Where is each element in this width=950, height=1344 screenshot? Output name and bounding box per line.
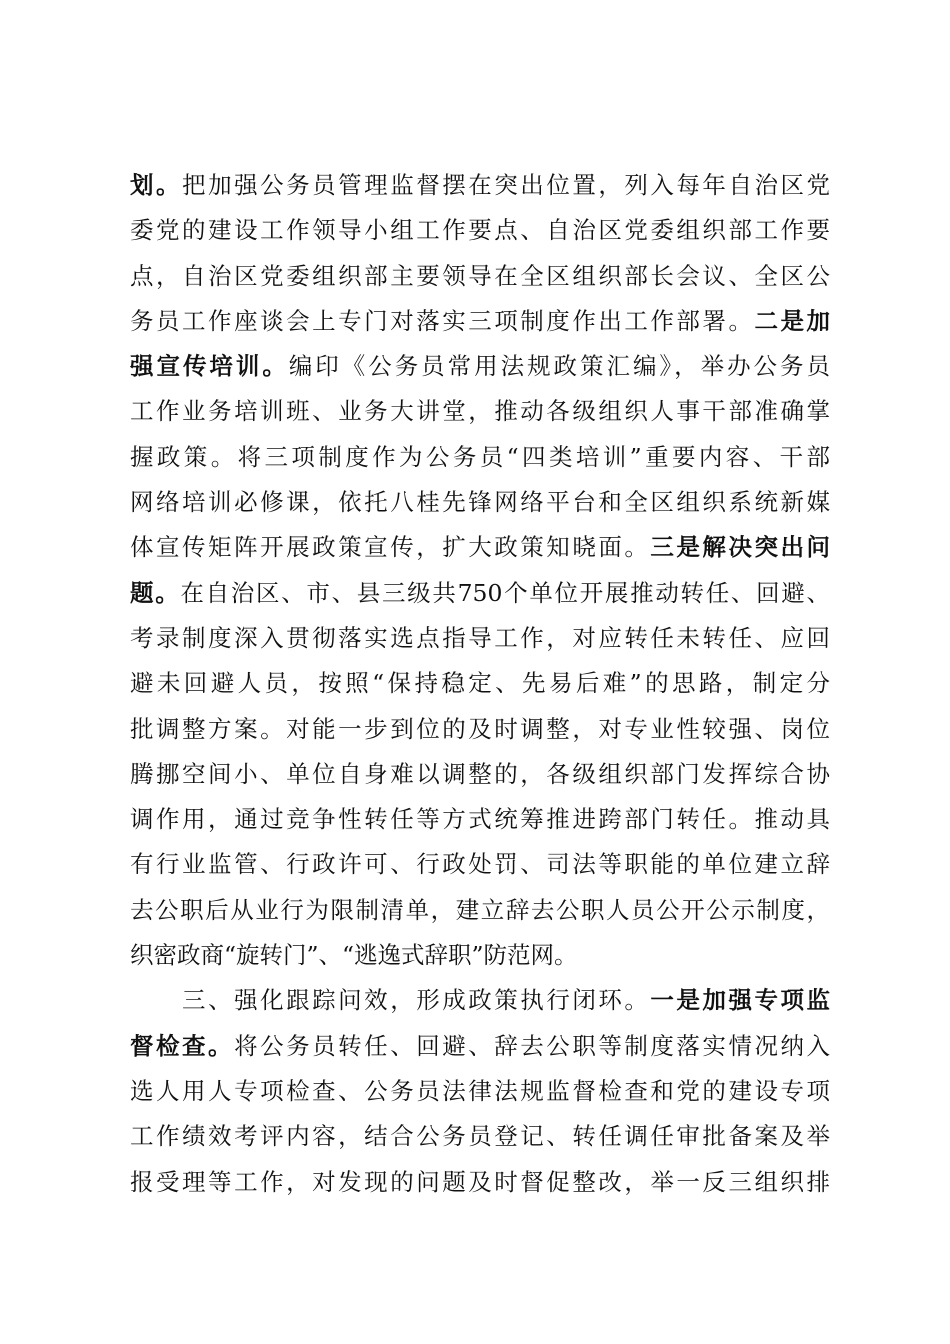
text-line: [130, 344, 830, 389]
text-line: [130, 888, 830, 933]
body-text: 避未回避人员，按照“保持稳定、先易后难”的思路，制定分: [130, 669, 830, 698]
bold-lead-text: 划。: [130, 171, 183, 199]
text-line: [130, 842, 830, 887]
paragraph-indent: [130, 986, 182, 1014]
body-text: 将公务员转任、回避、辞去公职等制度落实情况纳入: [234, 1031, 831, 1060]
body-text: 去公职后从业行为限制清单，建立辞去公职人员公开公示制度，: [130, 895, 830, 924]
body-text: 在自治区、市、县三级共750个单位开展推动转任、回避、: [180, 578, 831, 607]
body-text: 工作绩效考评内容，结合公务员登记、转任调任审批备案及举: [130, 1122, 830, 1151]
body-text: 织密政商“旋转门”、“逃逸式辞职”防范网。: [130, 941, 578, 970]
text-line: [130, 661, 830, 706]
bold-lead-text: 题。: [130, 578, 181, 607]
body-text: 网络培训必修课，依托八桂先锋网络平台和全区组织系统新媒: [130, 488, 830, 517]
body-text: 务员工作座谈会上专门对落实三项制度作出工作部署。: [130, 306, 755, 335]
text-line: [130, 208, 830, 253]
text-line: [130, 299, 830, 344]
text-line: [130, 389, 830, 434]
body-text: 考录制度深入贯彻落实选点指导工作，对应转任未转任、应回: [130, 623, 830, 652]
body-text: 选人用人专项检查、公务员法律法规监督检查和党的建设专项: [130, 1076, 830, 1105]
body-text: 报受理等工作，对发现的问题及时督促整改，举一反三组织排: [130, 1167, 830, 1196]
text-line: [130, 752, 830, 797]
body-text: 编印《公务员常用法规政策汇编》，举办公务员: [288, 352, 831, 381]
text-line: [130, 978, 830, 1023]
text-line: [130, 1069, 830, 1114]
body-text: 批调整方案。对能一步到位的及时调整，对专业性较强、岗位: [130, 714, 830, 743]
body-text: 有行业监管、行政许可、行政处罚、司法等职能的单位建立辞: [130, 850, 830, 879]
body-text: 点，自治区党委组织部主要领导在全区组织部长会议、全区公: [130, 261, 830, 290]
body-text: 腾挪空间小、单位自身难以调整的，各级组织部门发挥综合协: [130, 759, 830, 788]
text-line: [130, 254, 830, 299]
bold-lead-text: 督检查。: [130, 1031, 235, 1060]
text-line: [130, 707, 830, 752]
text-line: [130, 1024, 830, 1069]
body-text: 委党的建设工作领导小组工作要点、自治区党委组织部工作要: [130, 216, 830, 245]
text-line: [130, 1160, 830, 1205]
bold-heading-text: 一是加强专项监: [650, 986, 831, 1015]
bold-lead-text: 强宣传培训。: [130, 352, 289, 381]
text-line: [130, 933, 830, 978]
text-line: [130, 435, 830, 480]
document-body: [130, 163, 830, 1205]
body-text: 体宣传矩阵开展政策宣传，扩大政策知晓面。: [130, 533, 651, 562]
bold-heading-text: 三是解决突出问: [650, 533, 831, 562]
text-line: [130, 1114, 830, 1159]
text-line: [130, 616, 830, 661]
body-text: 工作业务培训班、业务大讲堂，推动各级组织人事干部准确掌: [130, 397, 830, 426]
body-text: 把加强公务员管理监督摆在突出位置，列入每年自治区党: [182, 171, 831, 199]
text-line: [130, 163, 830, 208]
bold-heading-text: 二是加: [754, 306, 831, 335]
text-line: [130, 480, 830, 525]
body-text: 三、强化跟踪问效，形成政策执行闭环。: [182, 986, 651, 1015]
text-line: [130, 525, 830, 570]
text-line: [130, 797, 830, 842]
text-line: [130, 571, 830, 616]
body-text: 调作用，通过竞争性转任等方式统筹推进跨部门转任。推动具: [130, 805, 830, 834]
body-text: 握政策。将三项制度作为公务员“四类培训”重要内容、干部: [130, 442, 830, 471]
